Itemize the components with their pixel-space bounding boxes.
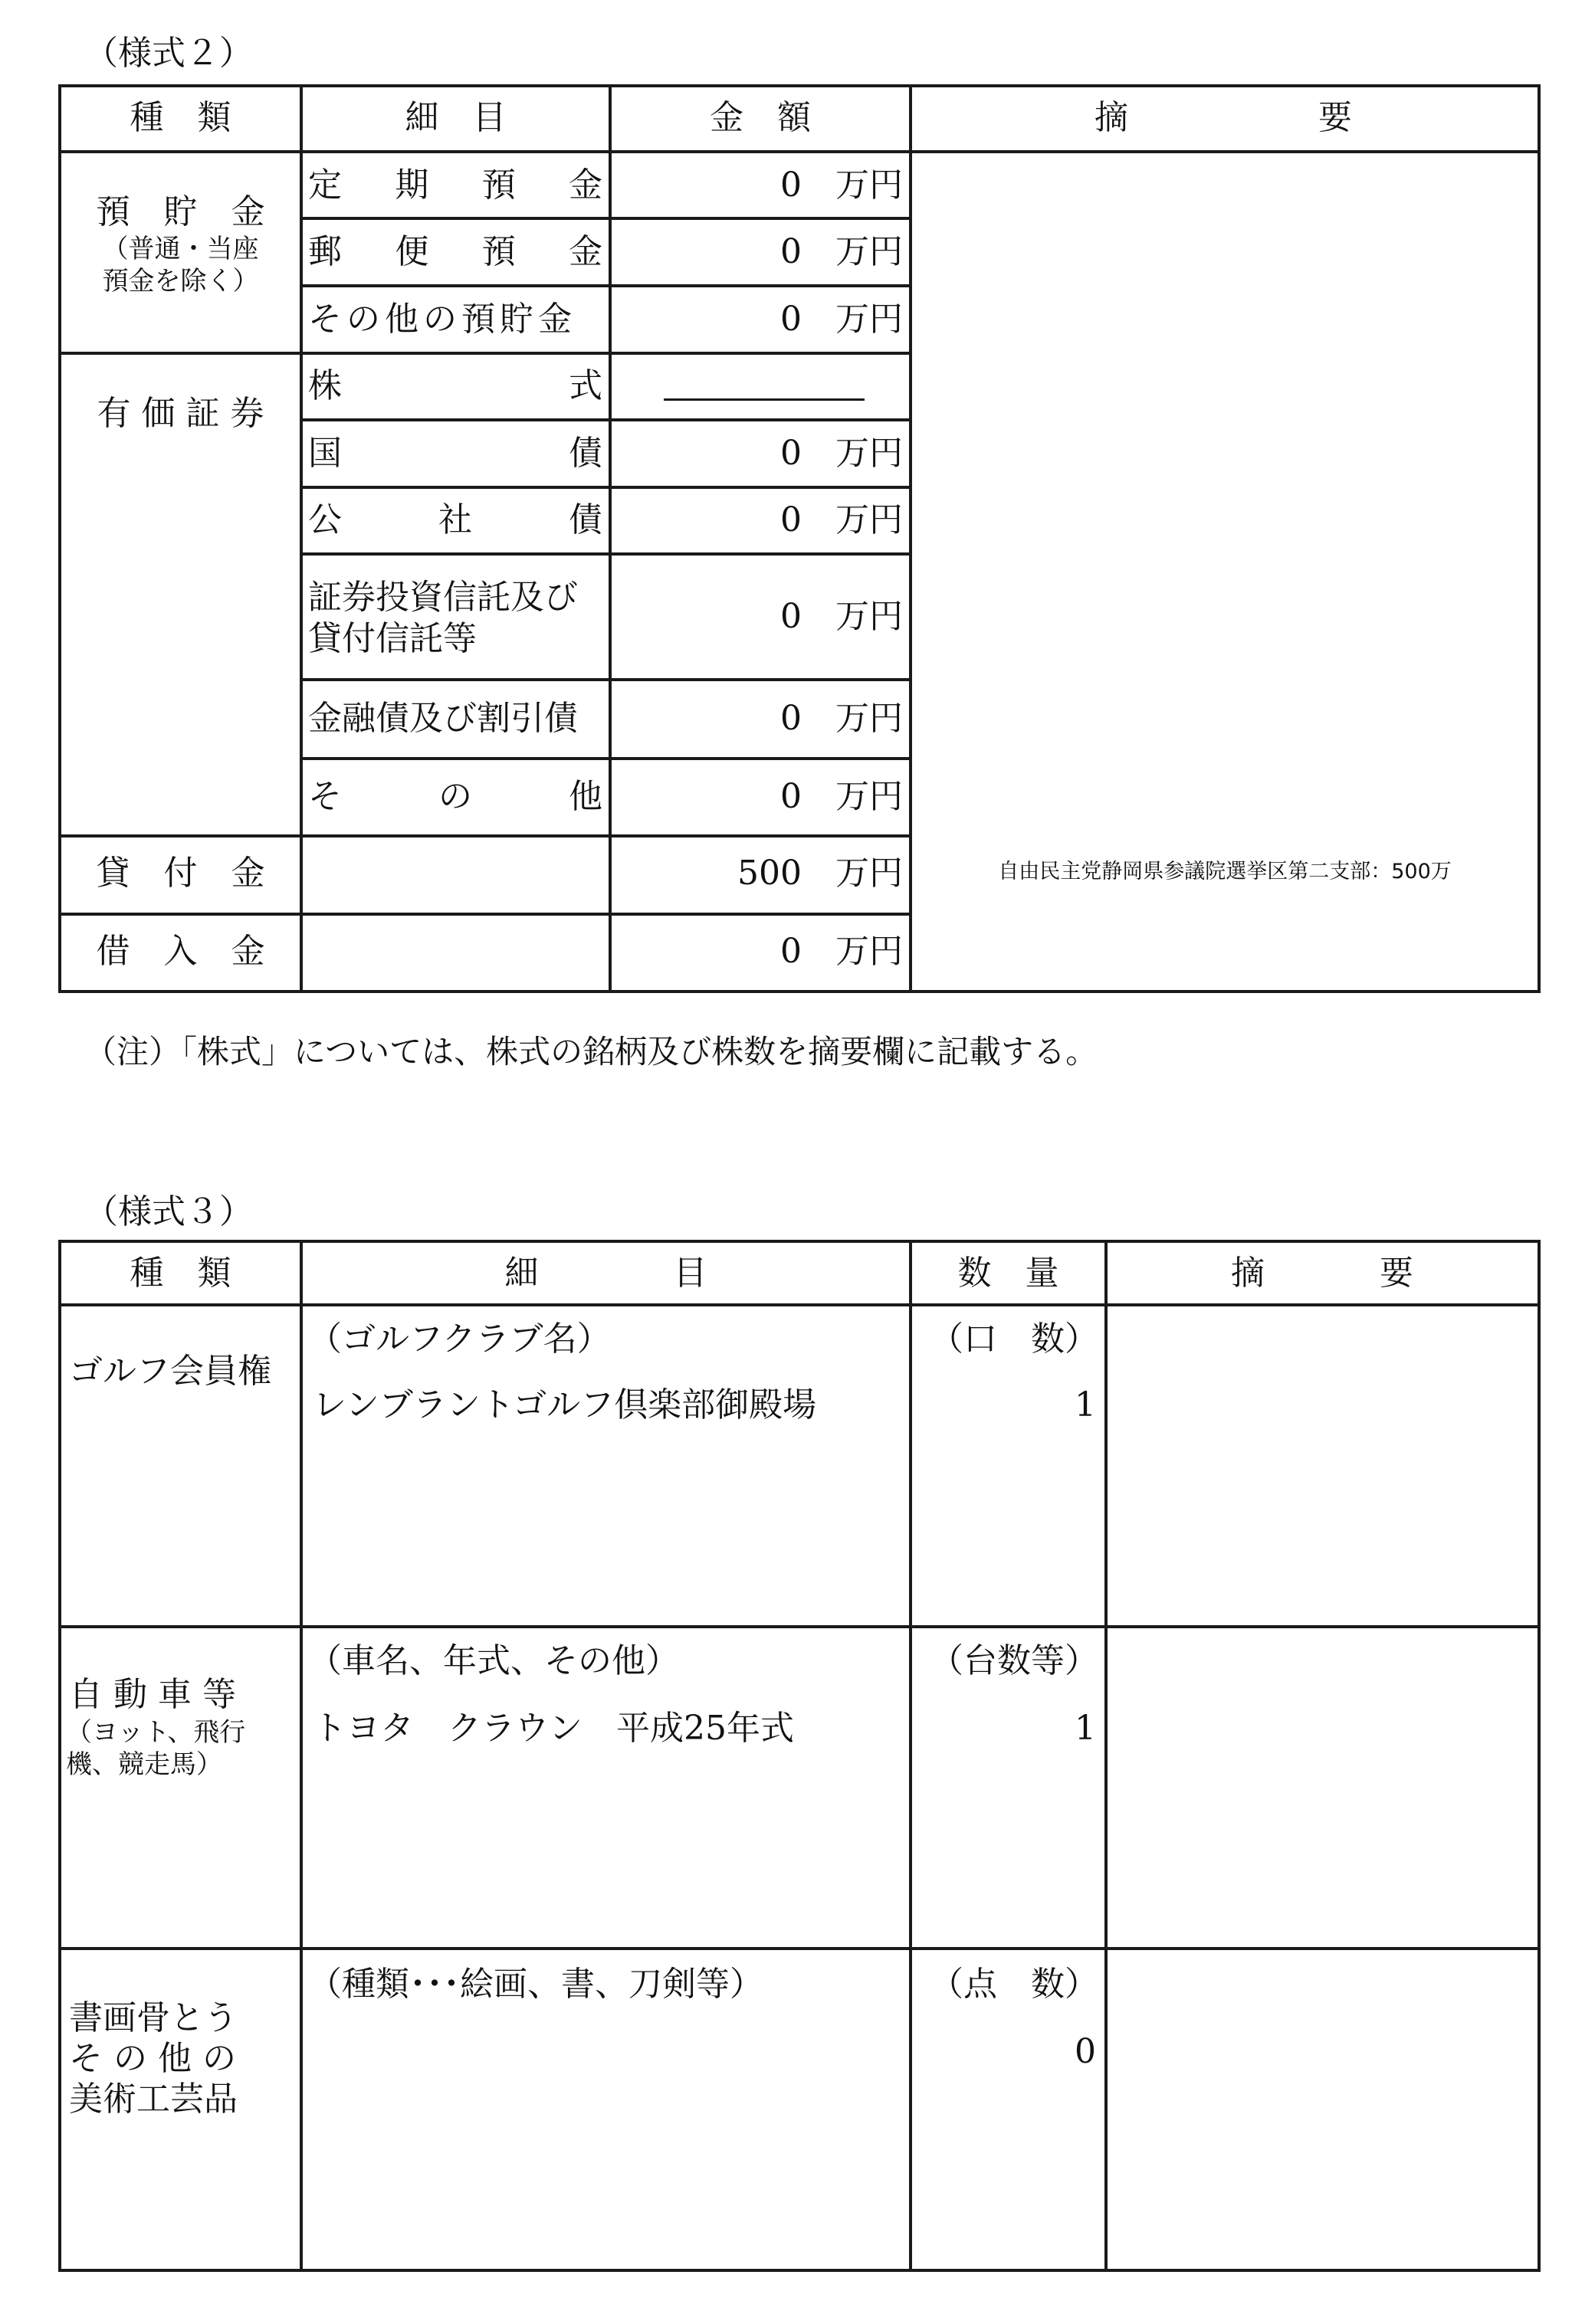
golf-club-name-header: （ゴルフクラブ名） [308,1319,611,1359]
vehicle-name-header: （車名、年式、その他） [308,1641,679,1680]
amount-public-corp-bonds: 0 万円 [780,500,903,539]
amount-postal-deposit: 0 万円 [780,232,903,271]
vehicles-sub1: （ヨット、飛行 [66,1717,246,1748]
item-investment-trust-line2: 貸付信託等 [308,619,477,658]
group-borrowings-label: 借 入 金 [96,932,265,971]
amount-govt-bonds: 0 万円 [780,434,903,473]
summary-loans: 自由民主党静岡県参議院選挙区第二支部：500万 [998,860,1452,883]
form2-header-item: 細 目 [405,98,507,137]
group-deposits-sub1: （普通・当座 [102,234,259,264]
form2-header-amount: 金 額 [710,98,811,137]
item-financial-bonds: 金融債及び割引債 [308,699,578,738]
vehicles-label: 自 動 車 等 [69,1675,236,1714]
amount-borrowings: 0 万円 [780,932,903,971]
item-public-corp-bonds: 公 社 債 [308,500,602,539]
amount-time-deposit: 0 万円 [780,166,903,205]
item-other: そ の 他 [308,777,602,816]
item-postal-deposit: 郵 便 預 金 [308,232,602,271]
vehicle-name-value: トヨタ クラウン 平成25年式 [313,1709,794,1748]
vehicle-count-value: 1 [1075,1709,1096,1748]
form3-header-item: 細 目 [504,1254,707,1293]
art-label-line1: 書画骨とう [69,1998,238,2037]
item-other-deposits: その他の預貯金 [308,300,576,339]
form2-header-summary-b: 要 [1318,98,1352,137]
form2-label: （様式２） [84,34,253,73]
group-securities-label: 有 価 証 券 [97,394,264,433]
form2-note: （注）「株式」については、株式の銘柄及び株数を摘要欄に記載する。 [84,1033,1098,1070]
form3-header-summary-b: 要 [1380,1254,1413,1293]
vehicle-count-header: （台数等） [930,1641,1098,1680]
form3-label: （様式３） [84,1192,253,1231]
amount-other-deposits: 0 万円 [780,300,903,339]
group-loans-label: 貸 付 金 [96,854,265,893]
group-deposits-sub2: 預金を除く） [102,266,259,297]
art-count-header: （点 数） [930,1965,1098,2004]
item-investment-trust-line1: 証券投資信託及び [308,578,578,617]
amount-financial-bonds: 0 万円 [780,699,903,738]
art-count-value: 0 [1075,2032,1096,2071]
art-label-line3: 美術工芸品 [69,2080,238,2119]
item-time-deposit: 定 期 預 金 [308,166,602,205]
item-govt-bonds: 国 債 [308,434,602,473]
golf-units-value: 1 [1075,1385,1096,1424]
amount-loans: 500 万円 [737,854,903,893]
golf-club-name-value: レンブラントゴルフ倶楽部御殿場 [313,1385,817,1424]
golf-units-header: （口 数） [930,1319,1098,1359]
form3-header-type: 種 類 [130,1254,231,1293]
item-stocks: 株 式 [308,366,602,405]
amount-other: 0 万円 [780,777,903,816]
amount-investment-trust: 0 万円 [780,597,903,636]
vehicles-sub2: 機、競走馬） [66,1749,222,1780]
form2-header-summary-a: 摘 [1095,98,1128,137]
art-type-header: （種類･･･絵画、書、刀剣等） [308,1965,763,2004]
golf-membership-label: ゴルフ会員権 [69,1352,271,1391]
form2-header-type: 種 類 [130,98,231,137]
art-label-line2: そ の 他 の [69,2039,236,2078]
group-deposits-label: 預 貯 金 [96,192,265,231]
amount-stocks-blank [664,398,865,401]
form3-header-summary-a: 摘 [1231,1254,1265,1293]
form3-header-qty: 数 量 [957,1254,1059,1293]
